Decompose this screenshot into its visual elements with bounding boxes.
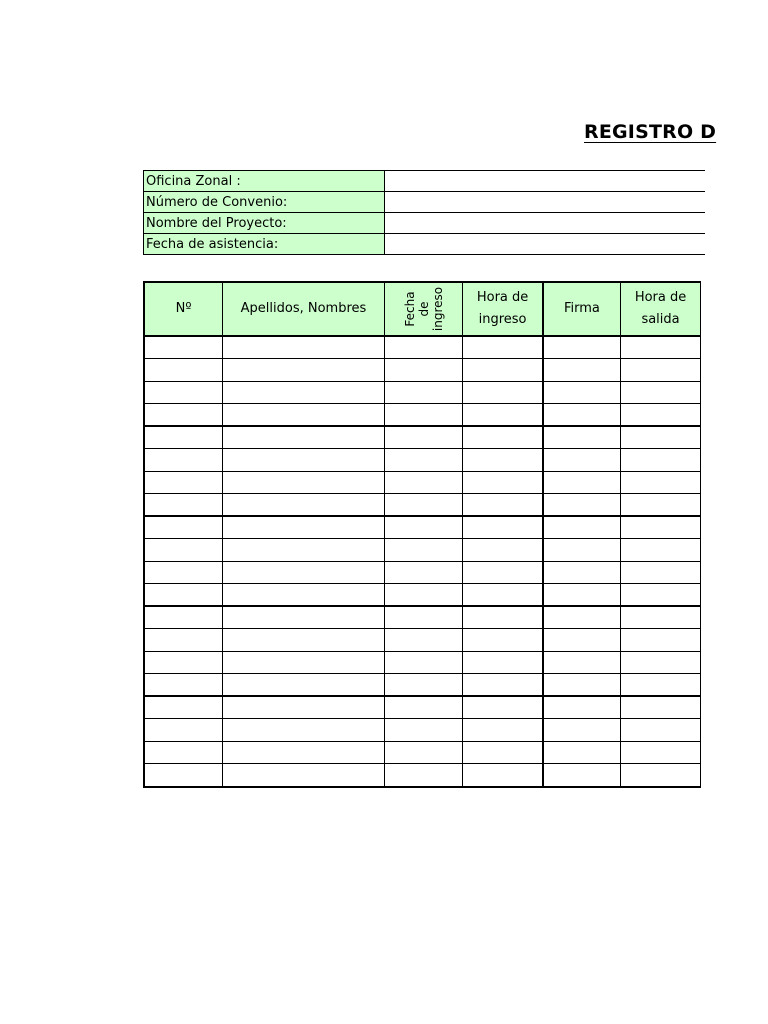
cell-names[interactable] [223,741,385,764]
attendance-row [145,651,701,674]
cell-number[interactable] [145,741,223,764]
cell-date-in[interactable] [384,561,463,584]
cell-time-in[interactable] [463,494,543,517]
header-signature: Firma [543,283,621,336]
cell-time-in[interactable] [463,449,543,472]
cell-signature[interactable] [543,764,621,787]
attendance-row [145,336,701,359]
cell-names[interactable] [223,539,385,562]
cell-names[interactable] [223,381,385,404]
cell-date-in[interactable] [384,336,463,359]
cell-number[interactable] [145,494,223,517]
cell-names[interactable] [223,561,385,584]
cell-signature[interactable] [543,426,621,449]
info-value-field[interactable] [385,234,705,255]
attendance-row [145,426,701,449]
cell-time-out[interactable] [621,674,701,697]
cell-date-in[interactable] [384,539,463,562]
cell-time-out[interactable] [621,606,701,629]
attendance-row [145,584,701,607]
cell-signature[interactable] [543,336,621,359]
cell-names[interactable] [223,764,385,787]
cell-date-in[interactable] [384,516,463,539]
cell-time-in[interactable] [463,719,543,742]
attendance-header-row [145,283,701,336]
cell-time-in[interactable] [463,584,543,607]
cell-time-out[interactable] [621,359,701,382]
attendance-row [145,741,701,764]
info-value-field[interactable] [385,171,705,192]
info-row-nombre-proyecto [144,213,705,234]
cell-number[interactable] [145,359,223,382]
cell-signature[interactable] [543,741,621,764]
project-info-table [143,170,705,255]
cell-signature[interactable] [543,539,621,562]
attendance-row [145,674,701,697]
cell-time-in[interactable] [463,381,543,404]
cell-time-in[interactable] [463,629,543,652]
attendance-row [145,539,701,562]
cell-names[interactable] [223,516,385,539]
cell-number[interactable] [145,719,223,742]
cell-time-out[interactable] [621,404,701,427]
cell-signature[interactable] [543,494,621,517]
cell-number[interactable] [145,381,223,404]
cell-time-out[interactable] [621,696,701,719]
cell-time-out[interactable] [621,449,701,472]
attendance-row [145,696,701,719]
cell-time-out[interactable] [621,741,701,764]
cell-time-out[interactable] [621,381,701,404]
cell-signature[interactable] [543,719,621,742]
cell-signature[interactable] [543,561,621,584]
cell-time-in[interactable] [463,696,543,719]
attendance-row [145,494,701,517]
cell-number[interactable] [145,336,223,359]
attendance-row [145,629,701,652]
cell-signature[interactable] [543,606,621,629]
cell-signature[interactable] [543,584,621,607]
attendance-row [145,516,701,539]
attendance-row [145,449,701,472]
cell-date-in[interactable] [384,674,463,697]
header-date-in-wrap [385,283,463,335]
attendance-row [145,719,701,742]
cell-signature[interactable] [543,696,621,719]
cell-number[interactable] [145,651,223,674]
cell-time-in[interactable] [463,471,543,494]
cell-date-in[interactable] [384,471,463,494]
cell-names[interactable] [223,449,385,472]
info-label: Número de Convenio: [144,192,385,213]
cell-time-out[interactable] [621,584,701,607]
cell-number[interactable] [145,764,223,787]
cell-time-in[interactable] [463,404,543,427]
info-label: Nombre del Proyecto: [144,213,385,234]
cell-names[interactable] [223,651,385,674]
cell-signature[interactable] [543,674,621,697]
cell-time-in[interactable] [463,764,543,787]
cell-time-out[interactable] [621,539,701,562]
cell-time-out[interactable] [621,516,701,539]
info-label: Oficina Zonal : [144,171,385,192]
cell-signature[interactable] [543,381,621,404]
cell-signature[interactable] [543,629,621,652]
cell-time-out[interactable] [621,471,701,494]
cell-names[interactable] [223,471,385,494]
cell-time-out[interactable] [621,719,701,742]
cell-time-out[interactable] [621,629,701,652]
cell-date-in[interactable] [384,696,463,719]
header-time-out: Hora de salida [621,283,701,336]
cell-date-in[interactable] [384,629,463,652]
cell-names[interactable] [223,494,385,517]
cell-date-in[interactable] [384,764,463,787]
cell-names[interactable] [223,606,385,629]
attendance-table [145,283,701,786]
cell-time-in[interactable] [463,606,543,629]
cell-names[interactable] [223,696,385,719]
cell-names[interactable] [223,674,385,697]
cell-names[interactable] [223,629,385,652]
cell-date-in[interactable] [384,719,463,742]
attendance-body [145,336,701,786]
cell-signature[interactable] [543,359,621,382]
cell-signature[interactable] [543,404,621,427]
info-row-oficina-zonal [144,171,705,192]
cell-time-in[interactable] [463,741,543,764]
attendance-table-wrapper [143,281,701,788]
cell-signature[interactable] [543,449,621,472]
cell-time-in[interactable] [463,674,543,697]
cell-time-in[interactable] [463,359,543,382]
cell-time-out[interactable] [621,764,701,787]
attendance-row [145,381,701,404]
header-number: Nº [145,283,223,336]
cell-number[interactable] [145,539,223,562]
header-names: Apellidos, Nombres [223,283,385,336]
cell-date-in[interactable] [384,494,463,517]
cell-time-in[interactable] [463,336,543,359]
cell-date-in[interactable] [384,426,463,449]
cell-names[interactable] [223,359,385,382]
cell-number[interactable] [145,696,223,719]
cell-time-in[interactable] [463,561,543,584]
cell-time-out[interactable] [621,426,701,449]
cell-time-in[interactable] [463,539,543,562]
cell-number[interactable] [145,471,223,494]
attendance-row [145,471,701,494]
cell-date-in[interactable] [384,359,463,382]
cell-signature[interactable] [543,471,621,494]
info-value-field[interactable] [385,192,705,213]
info-row-fecha-asistencia [144,234,705,255]
header-date-in-text: Fecha de ingreso [402,286,445,332]
cell-time-out[interactable] [621,336,701,359]
attendance-row [145,359,701,382]
cell-names[interactable] [223,584,385,607]
cell-number[interactable] [145,561,223,584]
cell-number[interactable] [145,584,223,607]
info-value-field[interactable] [385,213,705,234]
cell-time-out[interactable] [621,561,701,584]
header-date-in [384,283,463,336]
cell-names[interactable] [223,426,385,449]
cell-signature[interactable] [543,651,621,674]
cell-number[interactable] [145,674,223,697]
attendance-row [145,404,701,427]
cell-time-out[interactable] [621,494,701,517]
cell-number[interactable] [145,629,223,652]
cell-number[interactable] [145,516,223,539]
attendance-row [145,561,701,584]
info-label: Fecha de asistencia: [144,234,385,255]
cell-time-in[interactable] [463,651,543,674]
cell-date-in[interactable] [384,741,463,764]
cell-date-in[interactable] [384,606,463,629]
attendance-row [145,606,701,629]
header-time-in: Hora de ingreso [463,283,543,336]
cell-names[interactable] [223,719,385,742]
cell-date-in[interactable] [384,651,463,674]
info-row-numero-convenio [144,192,705,213]
cell-date-in[interactable] [384,381,463,404]
cell-date-in[interactable] [384,449,463,472]
cell-time-in[interactable] [463,516,543,539]
cell-number[interactable] [145,449,223,472]
cell-number[interactable] [145,404,223,427]
cell-number[interactable] [145,606,223,629]
page-title: REGISTRO D [584,121,717,143]
cell-date-in[interactable] [384,584,463,607]
cell-names[interactable] [223,336,385,359]
cell-signature[interactable] [543,516,621,539]
cell-time-in[interactable] [463,426,543,449]
cell-date-in[interactable] [384,404,463,427]
cell-time-out[interactable] [621,651,701,674]
cell-names[interactable] [223,404,385,427]
attendance-row [145,764,701,787]
cell-number[interactable] [145,426,223,449]
